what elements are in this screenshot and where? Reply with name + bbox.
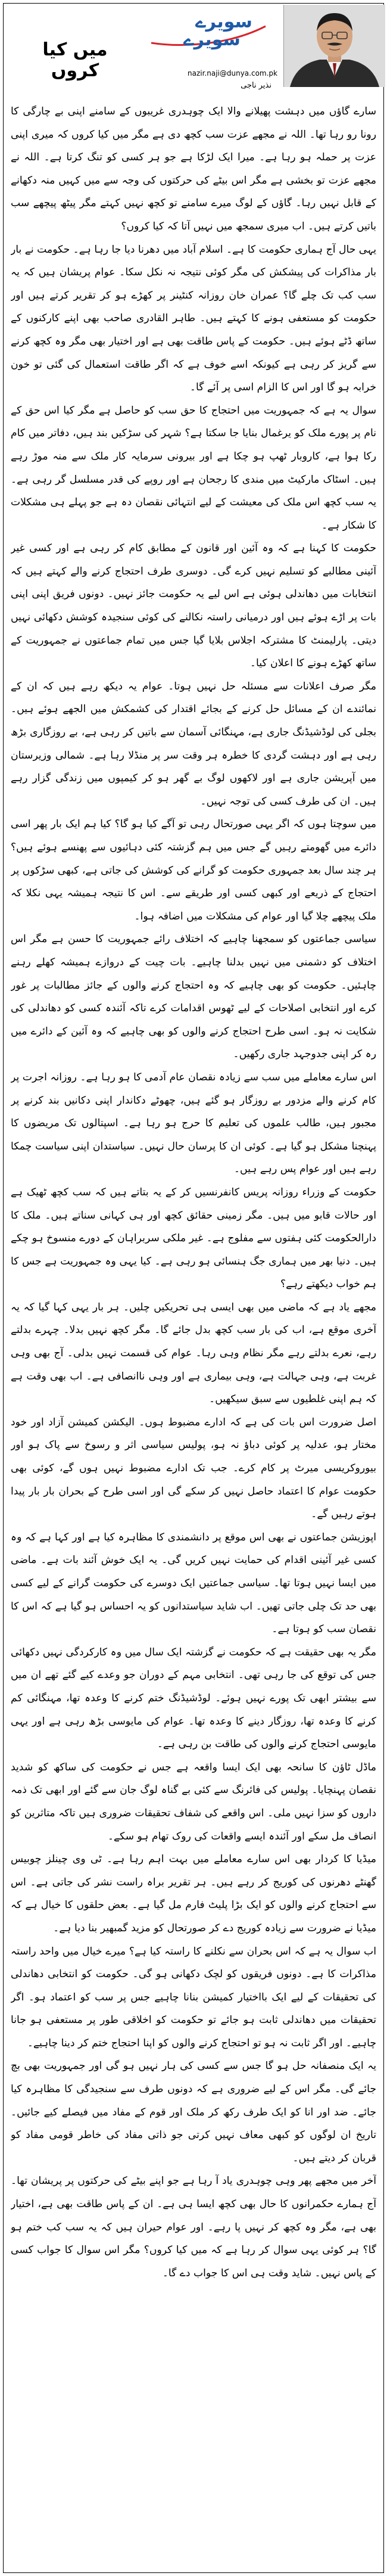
article-title: میں کیا کروں — [42, 39, 108, 81]
author-portrait-image — [284, 5, 385, 87]
author-email[interactable]: nazir.naji@dunya.com.pk — [188, 69, 277, 77]
paragraph: سوال یہ ہے کہ جمہوریت میں احتجاج کا حق سب کو حاصل ہے مگر کیا اس حق کے نام پر پورے ملک کو یرغمال بنایا جا سکتا ہے؟ شہر کی سڑکیں بند ہیں، دفاتر میں کام رکا ہوا ہے، کاروبار ٹھپ ہو چکا ہے اور بیرونی سرمایہ کار ملک سے منہ موڑ رہے ہیں۔ اسٹاک مارکیٹ میں مندی کا رجحان ہے اور روپے کی قدر مسلسل گر رہی ہے۔ یہ سب کچھ اس ملک کی معیشت کے لیے انتہائی نقصان دہ ہے جو پہلے ہی مشکلات کا شکار ہے۔ — [11, 404, 376, 532]
article-body — [11, 100, 376, 2566]
logo-word-1: سویرے — [195, 11, 252, 32]
author-photo — [283, 5, 385, 87]
author-name: نذیر ناجی — [241, 81, 271, 90]
column-frame — [3, 3, 384, 2573]
paragraph: اب سوال یہ ہے کہ اس بحران سے نکلنے کا راستہ کیا ہے؟ میرے خیال میں واحد راستہ مذاکرات کا ہے۔ دونوں فریقوں کو لچک دکھانی ہو گی۔ حکومت کو انتخابی دھاندلی کی تحقیقات کے لیے ایک بااختیار کمیشن بنانا چاہیے جس پر سب کو اعتماد ہو۔ اگر تحقیقات میں دھاندلی ثابت ہو جائے تو حکومت کو اخلاقی طور پر مستعفی ہو جانا چاہیے۔ اور اگر ثابت نہ ہو تو احتجاج کرنے والوں کو اپنا احتجاج ختم کر دینا چاہیے۔ — [11, 1945, 376, 2049]
paragraph: ماڈل ٹاؤن کا سانحہ بھی ایک ایسا واقعہ ہے جس نے حکومت کی ساکھ کو شدید نقصان پہنچایا۔ پولیس کی فائرنگ سے کئی بے گناہ لوگ جان سے گئے اور ابھی تک ذمہ داروں کو سزا نہیں ملی۔ اس واقعے کی شفاف تحقیقات ضروری ہیں تاکہ متاثرین کو انصاف مل سکے اور آئندہ ایسے واقعات کی روک تھام ہو سکے۔ — [11, 1761, 376, 1842]
sawere-sawere-logo — [146, 8, 271, 50]
paragraph: اصل ضرورت اس بات کی ہے کہ ادارے مضبوط ہوں۔ الیکشن کمیشن آزاد اور خود مختار ہو، عدلیہ پر کوئی دباؤ نہ ہو، پولیس سیاسی اثر و رسوخ سے پاک ہو اور بیوروکریسی میرٹ پر کام کرے۔ جب تک ادارے مضبوط نہیں ہوں گے، کوئی بھی حکومت عوام کا اعتماد حاصل نہیں کر سکے گی اور اسی طرح کے بحران بار بار پیدا ہوتے رہیں گے۔ — [11, 1416, 376, 1521]
paragraph: مگر صرف اعلانات سے مسئلہ حل نہیں ہوتا۔ عوام یہ دیکھ رہے ہیں کہ ان کے نمائندے ان کے مسائل حل کرنے کے بجائے اقتدار کی کشمکش میں الجھے ہوئے ہیں۔ بجلی کی لوڈشیڈنگ جاری ہے، مہنگائی آسمان سے باتیں کر رہی ہے، بے روزگاری بڑھ رہی ہے اور دہشت گردی کا خطرہ ہر وقت سر پر منڈلا رہا ہے۔ شمالی وزیرستان میں آپریشن جاری ہے اور لاکھوں لوگ بے گھر ہو کر کیمپوں میں زندگی گزار رہے ہیں۔ ان کی طرف کسی کی توجہ نہیں۔ — [11, 680, 376, 807]
paragraph: آخر میں مجھے پھر وہی چوہدری یاد آ رہا ہے جو اپنے بیٹے کی حرکتوں پر پریشان تھا۔ آج ہمارے حکمرانوں کا حال بھی کچھ ایسا ہی ہے۔ ان کے پاس طاقت بھی ہے، اختیار بھی ہے، مگر وہ کچھ کر نہیں پا رہے۔ اور عوام حیران ہیں کہ یہ سب کب ختم ہو گا؟ ہر کوئی یہی سوال کر رہا ہے کہ میں کیا کروں؟ مگر اس سوال کا جواب کسی کے پاس نہیں۔ شاید وقت ہی اس کا جواب دے گا۔ — [11, 2175, 376, 2279]
paragraph: سیاسی جماعتوں کو سمجھنا چاہیے کہ اختلاف رائے جمہوریت کا حسن ہے مگر اس اختلاف کو دشمنی میں نہیں بدلنا چاہیے۔ بات چیت کے دروازے ہمیشہ کھلے رہنے چاہئیں۔ حکومت کو بھی چاہیے کہ وہ احتجاج کرنے والوں کے جائز مطالبات پر غور کرے اور انتخابی اصلاحات کے لیے ٹھوس اقدامات کرے تاکہ آئندہ کسی کو دھاندلی کی شکایت نہ ہو۔ اسی طرح احتجاج کرنے والوں کو بھی چاہیے کہ وہ آئین کے دائرے میں رہ کر اپنی جدوجہد جاری رکھیں۔ — [11, 933, 376, 1061]
paragraph: حکومت کا کہنا ہے کہ وہ آئین اور قانون کے مطابق کام کر رہی ہے اور کسی غیر آئینی مطالبے کو تسلیم نہیں کرے گی۔ دوسری طرف احتجاج کرنے والے کہتے ہیں کہ انتخابات میں دھاندلی ہوئی ہے اس لیے یہ حکومت جائز نہیں۔ دونوں فریق اپنی اپنی بات پر اڑے ہوئے ہیں اور درمیانی راستہ نکالنے کی کوئی سنجیدہ کوشش دکھائی نہیں دیتی۔ پارلیمنٹ کا مشترکہ اجلاس بلایا گیا جس میں تمام جماعتوں نے جمہوریت کے ساتھ کھڑے ہونے کا اعلان کیا۔ — [11, 542, 376, 670]
paragraph: مجھے یاد ہے کہ ماضی میں بھی ایسی ہی تحریکیں چلیں۔ ہر بار یہی کہا گیا کہ یہ آخری موقع ہے، اب کی بار سب کچھ بدل جائے گا۔ مگر کچھ نہیں بدلا۔ چہرے بدلتے رہے، نعرے بدلتے رہے مگر نظام وہی رہا۔ عوام کی قسمت نہیں بدلی۔ آج بھی وہی غربت ہے، وہی جہالت ہے، وہی بیماری ہے اور وہی ناانصافی ہے۔ اب بھی وقت ہے کہ ہم اپنی غلطیوں سے سبق سیکھیں۔ — [11, 1301, 376, 1406]
paragraph: مگر یہ بھی حقیقت ہے کہ حکومت نے گزشتہ ایک سال میں وہ کارکردگی نہیں دکھائی جس کی توقع کی جا رہی تھی۔ انتخابی مہم کے دوران جو وعدے کیے گئے تھے ان میں سے بیشتر ابھی تک پورے نہیں ہوئے۔ لوڈشیڈنگ ختم کرنے کا وعدہ تھا، مہنگائی کم کرنے کا وعدہ تھا، روزگار دینے کا وعدہ تھا۔ عوام کی مایوسی بڑھ رہی ہے اور یہی مایوسی احتجاج کرنے والوں کی طاقت بن رہی ہے۔ — [11, 1646, 376, 1751]
paragraph: یہی حال آج ہماری حکومت کا ہے۔ اسلام آباد میں دھرنا دیا جا رہا ہے۔ حکومت نے بار بار مذاکرات کی پیشکش کی مگر کوئی نتیجہ نہ نکل سکا۔ عوام پریشان ہیں کہ یہ سب کب تک چلے گا؟ عمران خان روزانہ کنٹینر پر کھڑے ہو کر تقریر کرتے ہیں اور حکومت کو مستعفی ہونے کا کہتے ہیں۔ طاہر القادری صاحب بھی اپنے کارکنوں کے ساتھ ڈٹے ہوئے ہیں۔ حکومت کے پاس طاقت بھی ہے اور اختیار بھی مگر وہ کچھ کرنے سے گریز کر رہی ہے کیونکہ اسے خوف ہے کہ اگر طاقت استعمال کی گئی تو خون خرابہ ہو گا اور اس کا الزام اسی پر آئے گا۔ — [11, 243, 376, 394]
paragraph: یہ ایک منصفانہ حل ہو گا جس سے کسی کی ہار نہیں ہو گی اور جمہوریت بھی بچ جائے گی۔ مگر اس کے لیے ضروری ہے کہ دونوں طرف سے سنجیدگی کا مظاہرہ کیا جائے۔ ضد اور انا کو ایک طرف رکھ کر ملک اور قوم کے مفاد میں فیصلے کیے جائیں۔ تاریخ ان لوگوں کو کبھی معاف نہیں کرتی جو ذاتی مفاد کی خاطر قومی مفاد کو قربان کر دیتے ہیں۔ — [11, 2060, 376, 2164]
paragraph: اس سارے معاملے میں سب سے زیادہ نقصان عام آدمی کا ہو رہا ہے۔ روزانہ اجرت پر کام کرنے والے مزدور بے روزگار ہو گئے ہیں، چھوٹے دکاندار اپنی دکانیں بند کرنے پر مجبور ہیں، طالب علموں کی تعلیم کا حرج ہو رہا ہے۔ اسپتالوں تک مریضوں کا پہنچنا مشکل ہو گیا ہے۔ کوئی ان کا پرسان حال نہیں۔ سیاستدان اپنی سیاست چمکا رہے ہیں اور عوام پس رہے ہیں۔ — [11, 1071, 376, 1176]
paragraph: میڈیا کا کردار بھی اس سارے معاملے میں بہت اہم رہا ہے۔ ٹی وی چینلز چوبیس گھنٹے دھرنوں کی کوریج کر رہے ہیں۔ ہر تقریر براہ راست نشر کی جاتی ہے۔ اس سے احتجاج کرنے والوں کو ایک بڑا پلیٹ فارم مل گیا ہے۔ بعض حلقوں کا خیال ہے کہ میڈیا نے ضرورت سے زیادہ کوریج دے کر صورتحال کو مزید گمبھیر بنا دیا ہے۔ — [11, 1853, 376, 1934]
paragraph: اپوزیشن جماعتوں نے بھی اس موقع پر دانشمندی کا مظاہرہ کیا ہے اور کہا ہے کہ وہ کسی غیر آئینی اقدام کی حمایت نہیں کریں گی۔ یہ ایک خوش آئند بات ہے۔ ماضی میں ایسا نہیں ہوتا تھا۔ سیاسی جماعتیں ایک دوسرے کی حکومت گرانے کے لیے کسی بھی حد تک چلی جاتی تھیں۔ اب شاید سیاستدانوں کو یہ احساس ہو گیا ہے کہ اس کا نقصان سب کو ہوتا ہے۔ — [11, 1531, 376, 1636]
paragraph: حکومت کے وزراء روزانہ پریس کانفرنسیں کر کے یہ بتاتے ہیں کہ سب کچھ ٹھیک ہے اور حالات قابو میں ہیں۔ مگر زمینی حقائق کچھ اور ہی کہانی سناتے ہیں۔ ملک کا دارالحکومت کئی ہفتوں سے مفلوج ہے۔ غیر ملکی سربراہان کے دورے منسوخ ہو چکے ہیں۔ دنیا بھر میں ہماری جگ ہنسائی ہو رہی ہے۔ کیا یہی وہ جمہوریت ہے جس کا ہم خواب دیکھتے رہے؟ — [11, 1186, 376, 1291]
paragraph: میں سوچتا ہوں کہ اگر یہی صورتحال رہی تو آگے کیا ہو گا؟ کیا ہم ایک بار پھر اسی دائرے میں گھومتے رہیں گے جس میں ہم گزشتہ کئی دہائیوں سے پھنسے ہوئے ہیں؟ ہر چند سال بعد جمہوری حکومت کو گرانے کی کوشش کی جاتی ہے، کبھی سڑکوں پر احتجاج کے ذریعے اور کبھی کسی اور طریقے سے۔ اس کا نتیجہ ہمیشہ یہی نکلا کہ ملک پیچھے چلا گیا اور عوام کی مشکلات میں اضافہ ہوا۔ — [11, 818, 376, 922]
logo-word-2: سویرے — [183, 29, 241, 50]
column-header — [4, 4, 383, 93]
paragraph: سارے گاؤں میں دہشت پھیلانے والا ایک چوہدری غریبوں کے سامنے اپنی بے چارگی کا رونا رو رہا تھا۔ اللہ نے مجھے عزت سب کچھ دی ہے مگر میں کیا کروں کہ میری اپنی عزت پر حملہ ہو رہا ہے۔ میرا ایک لڑکا ہے جو ہر کسی کو تنگ کرتا ہے۔ اللہ نے مجھے عزت تو بخشی ہے مگر اس بیٹے کی حرکتوں کی وجہ سے میں کہیں منہ دکھانے کے قابل نہیں رہا۔ گاؤں کے لوگ میرے سامنے تو کچھ نہیں کہتے مگر پیٹھ پیچھے سب باتیں کرتے ہیں۔ اب میری سمجھ میں نہیں آتا کہ کیا کروں؟ — [11, 105, 376, 232]
